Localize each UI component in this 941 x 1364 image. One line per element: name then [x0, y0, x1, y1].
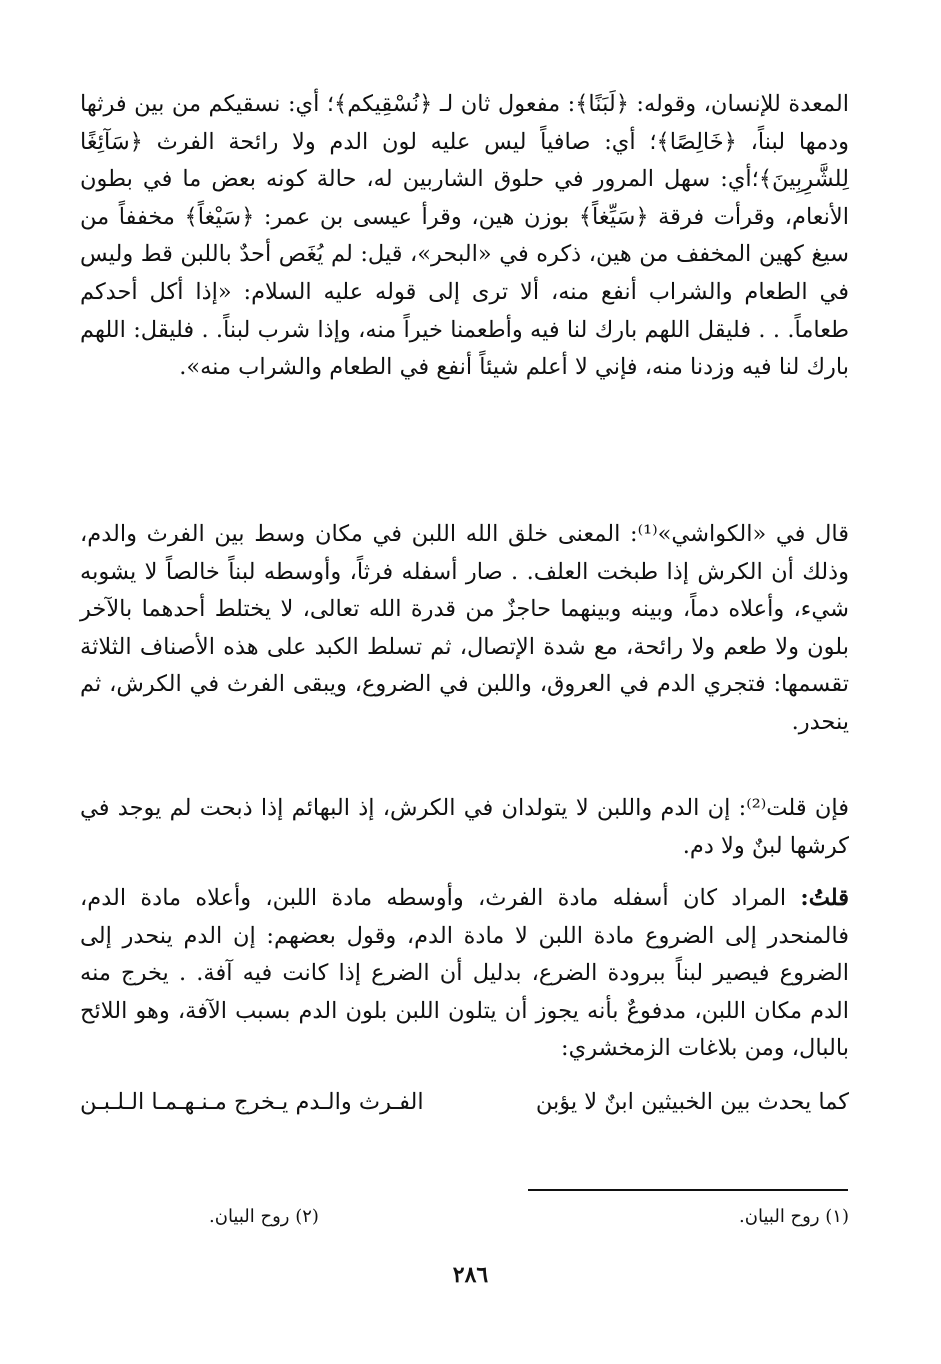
- verse-left-hemistich: الفـرث والـدم يـخرج مـنـهـمـا الـلـبـن: [80, 1089, 424, 1115]
- footnote-divider: [528, 1189, 848, 1191]
- footnote-1: (١) روح البيان.: [739, 1206, 849, 1227]
- page-number: ٢٨٦: [452, 1262, 489, 1288]
- verse-right-hemistich: كما يحدث بين الخبيثين ابنٌ لا يؤبن: [535, 1089, 849, 1115]
- answer-body: المراد كان أسفله مادة الفرث، وأوسطه مادة اللبن، وأعلاه مادة الدم، فالمنحدر إلى الضروع مادة اللبن لا مادة الدم، وقول بعضهم: إن الدم ينحدر إلى الضروع فيصير لبناً ببرودة الضرع، بدليل أن الضرع إذا كانت فيه آفة. . يخرج منه الدم مكان اللبن، مدفوعٌ بأنه يجوز أن يتلون اللبن بلون الدم بسبب الآفة، وهو اللائح بالبال، ومن بلاغات الزمخشري:: [80, 885, 849, 1062]
- answer-lead: قلتُ:: [800, 885, 849, 911]
- footnotes: [209, 1206, 849, 1227]
- paragraph-quran-commentary: المعدة للإنسان، وقوله: ﴿لَبَنًا﴾: مفعول ثان لـ ﴿نُسْقِيكم﴾؛ أي: نسقيكم من بين فرثها ودمها لبناً، ﴿خَالِصًا﴾؛ أي: صافياً ليس عليه لون الدم ولا رائحة الفرث ﴿سَآئِغًا لِلشَّرِبِينَ﴾؛أي: سهل المرور في حلوق الشاربين له، حالة كونه بعض ما في بطون الأنعام، وقرأت فرقة ﴿سَيِّغاً﴾ بوزن هين، وقرأ عيسى بن عمر: ﴿سَيْغاً﴾ مخففاً من سيغ كهين المخفف من هين، ذكره في «البحر»، قيل: لم يُغَص أحدٌ باللبن قط وليس في الطعام والشراب أنفع منه، ألا ترى إلى قوله عليه السلام: «إذا أكل أحدكم طعاماً. . . فليقل اللهم بارك لنا فيه وأطعمنا خيراً منه، وإذا شرب لبناً. . فليقل: اللهم بارك لنا فيه وزدنا منه، فإني لا أعلم شيئاً أنفع في الطعام والشراب منه».: [80, 91, 849, 381]
- poetry-verse: [80, 1082, 849, 1122]
- paragraph-answer: [80, 880, 849, 1068]
- paragraph-kawashi-quote: قال في «الكواشي»⁽¹⁾: المعنى خلق الله اللبن في مكان وسط بين الفرث والدم، وذلك أن الكرش إذا طبخت العلف. . صار أسفله فرثاً، وأوسطه لبناً خالصاً لا يشوبه شيء، وأعلاه دماً، وبينه وبينهما حاجزٌ من قدرة الله تعالى، لا يختلط أحدهما بالآخر بلون ولا طعم ولا رائحة، مع شدة الإتصال، ثم تسلط الكبد على هذه الأصناف الثلاثة تقسمها: فتجري الدم في العروق، واللبن في الضروع، ويبقى الفرث في الكرش، ثم ينحدر.: [80, 521, 849, 735]
- footnote-2: (٢) روح البيان.: [209, 1206, 319, 1227]
- paragraph-objection: فإن قلت⁽²⁾: إن الدم واللبن لا يتولدان في الكرش، إذ البهائم إذا ذبحت لم يوجد في كرشها لبنٌ ولا دم.: [80, 795, 849, 859]
